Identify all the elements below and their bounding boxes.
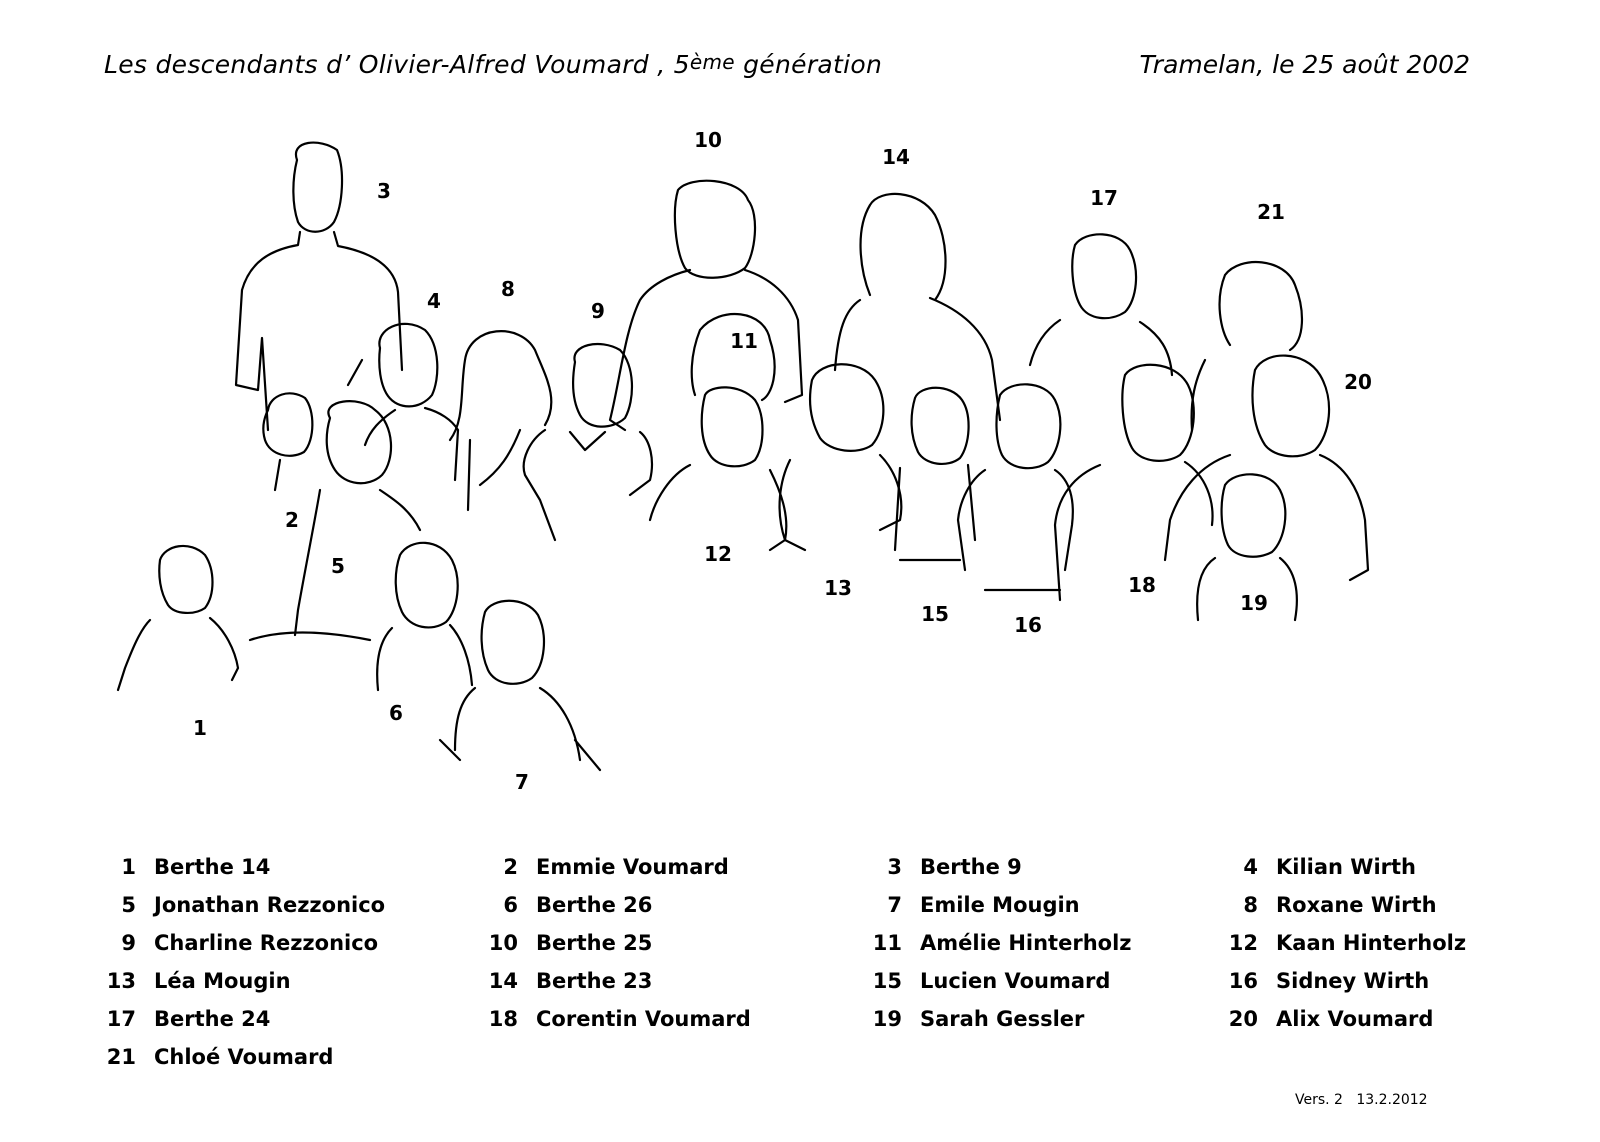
legend-number: 1 [121, 855, 136, 879]
legend-name: Amélie Hinterholz [920, 931, 1132, 955]
figure-label-12: 12 [704, 542, 732, 566]
legend-name: Sidney Wirth [1276, 969, 1430, 993]
figure-label-3: 3 [377, 179, 391, 203]
legend-entry [862, 931, 1132, 961]
legend-number: 13 [106, 969, 136, 993]
person-14-outline [835, 194, 1000, 420]
figure-label-19: 19 [1240, 591, 1268, 615]
figure-label-6: 6 [389, 701, 403, 725]
version-note [1295, 1092, 1428, 1108]
person-21-outline [1192, 262, 1302, 430]
figure-label-9: 9 [591, 299, 605, 323]
legend-name: Berthe 24 [154, 1007, 271, 1031]
figure-label-21: 21 [1257, 200, 1285, 224]
person-2-outline [263, 393, 312, 490]
figure-label-14: 14 [882, 145, 910, 169]
legend-entry [478, 969, 653, 999]
person-9-outline [524, 344, 652, 540]
person-17-outline [1030, 234, 1172, 375]
figure-label-4: 4 [427, 289, 441, 313]
legend-entry [96, 969, 291, 999]
legend-number: 10 [488, 931, 518, 955]
legend-name: Kaan Hinterholz [1276, 931, 1467, 955]
legend-entry [96, 931, 379, 961]
legend-number: 21 [106, 1045, 136, 1069]
people-outlines [118, 143, 1368, 770]
legend-number: 19 [872, 1007, 902, 1031]
legend-entry [96, 893, 386, 923]
legend-entry [862, 1007, 1085, 1037]
figure-label-10: 10 [694, 128, 722, 152]
title-superscript: ème [689, 50, 735, 74]
legend-number: 5 [121, 893, 136, 917]
figure-label-2: 2 [285, 508, 299, 532]
legend-number: 14 [488, 969, 518, 993]
legend-name: Berthe 23 [536, 969, 653, 993]
legend-entry [478, 1007, 751, 1037]
legend-number: 16 [1228, 969, 1258, 993]
figure-label-11: 11 [730, 329, 758, 353]
legend-name: Berthe 25 [536, 931, 653, 955]
title-main: Les descendants d’ Olivier-Alfred Voumard , 5 [104, 50, 690, 79]
person-8-outline [450, 331, 551, 510]
legend-name: Alix Voumard [1276, 1007, 1434, 1031]
legend-name: Lucien Voumard [920, 969, 1111, 993]
legend-number: 2 [503, 855, 518, 879]
version-label: Vers. 2 [1295, 1092, 1343, 1108]
legend-number: 20 [1228, 1007, 1258, 1031]
legend-name: Jonathan Rezzonico [154, 893, 386, 917]
legend-entry [1218, 855, 1417, 885]
person-6-outline [377, 543, 472, 690]
person-7-outline [440, 601, 600, 770]
legend-entry [1218, 969, 1430, 999]
legend-number: 12 [1228, 931, 1258, 955]
figure-label-13: 13 [824, 576, 852, 600]
legend-name: Berthe 14 [154, 855, 271, 879]
legend-number: 15 [872, 969, 902, 993]
legend-number: 18 [488, 1007, 518, 1031]
legend-name: Charline Rezzonico [154, 931, 379, 955]
legend-name: Berthe 26 [536, 893, 653, 917]
legend-name: Léa Mougin [154, 969, 291, 993]
legend-entry [96, 1007, 271, 1037]
legend-entry [478, 931, 653, 961]
figure-number-labels [193, 128, 1372, 794]
legend-entry [96, 1045, 334, 1075]
legend-number: 8 [1243, 893, 1258, 917]
person-4-outline [365, 324, 458, 480]
legend-entry [1218, 893, 1437, 923]
figure-label-15: 15 [921, 602, 949, 626]
person-16-outline [958, 384, 1073, 590]
person-18-outline [1055, 365, 1213, 600]
legend-name: Kilian Wirth [1276, 855, 1417, 879]
version-date: 13.2.2012 [1356, 1092, 1428, 1108]
person-12-outline [650, 387, 786, 550]
legend-name: Sarah Gessler [920, 1007, 1085, 1031]
legend-entry [862, 969, 1111, 999]
name-legend [0, 855, 1600, 1085]
person-13-outline [780, 364, 902, 550]
figure-label-5: 5 [331, 554, 345, 578]
bench-line [250, 633, 370, 641]
legend-name: Chloé Voumard [154, 1045, 334, 1069]
figure-label-16: 16 [1014, 613, 1042, 637]
legend-number: 11 [872, 931, 902, 955]
figure-label-7: 7 [515, 770, 529, 794]
legend-entry [1218, 931, 1467, 961]
figure-label-1: 1 [193, 716, 207, 740]
figure-label-8: 8 [501, 277, 515, 301]
legend-entry [1218, 1007, 1434, 1037]
legend-entry [478, 893, 653, 923]
legend-name: Emmie Voumard [536, 855, 729, 879]
legend-name: Corentin Voumard [536, 1007, 751, 1031]
legend-number: 9 [121, 931, 136, 955]
figure-label-17: 17 [1090, 186, 1118, 210]
figure-label-18: 18 [1128, 573, 1156, 597]
person-15-outline [895, 388, 975, 560]
legend-entry [862, 855, 1022, 885]
person-1-outline [118, 546, 238, 690]
legend-number: 6 [503, 893, 518, 917]
legend-entry [862, 893, 1080, 923]
legend-name: Emile Mougin [920, 893, 1080, 917]
legend-name: Berthe 9 [920, 855, 1022, 879]
legend-name: Roxane Wirth [1276, 893, 1437, 917]
person-5-outline [295, 401, 420, 635]
legend-number: 4 [1243, 855, 1258, 879]
place-date: Tramelan, le 25 août 2002 [1139, 50, 1470, 79]
figure-label-20: 20 [1344, 370, 1372, 394]
legend-entry [478, 855, 729, 885]
title-end: génération [734, 50, 883, 79]
legend-number: 3 [887, 855, 902, 879]
legend-entry [96, 855, 271, 885]
legend-number: 7 [887, 893, 902, 917]
legend-number: 17 [106, 1007, 136, 1031]
